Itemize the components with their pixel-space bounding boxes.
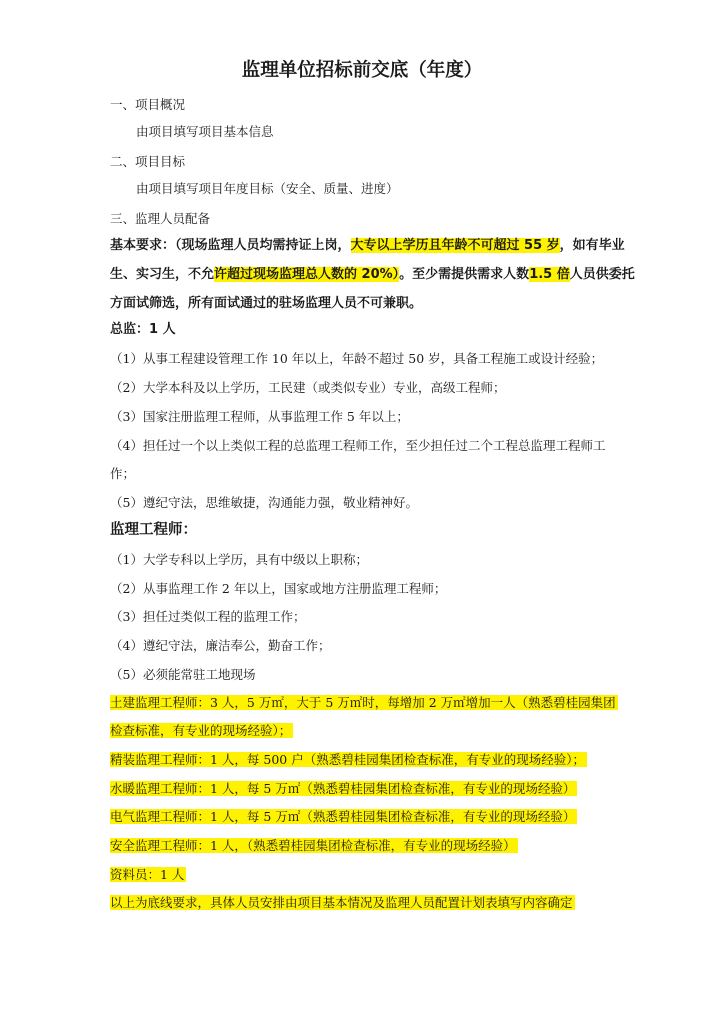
staffing-plumbing: 水暖监理工程师：1 人，每 5 万㎡（熟悉碧桂园集团检查标准，有专业的现场经验） <box>110 781 576 796</box>
basic-req-line-1 <box>110 236 625 256</box>
staffing-decoration: 精装监理工程师：1 人，每 500 户（熟悉碧桂园集团检查标准，有专业的现场经验）； <box>110 752 585 767</box>
engineer-item: （5）必须能常驻工地现场 <box>110 667 256 682</box>
staffing-line <box>110 866 186 884</box>
staffing-civil: 土建监理工程师：3 人，5 万㎡，大于 5 万㎡时，每增加 2 万㎡增加一人（熟悉碧桂园集团 <box>110 695 616 710</box>
document-title: 监理单位招标前交底（年度） <box>241 60 483 81</box>
staffing-line <box>110 808 577 826</box>
basic-req-text: 生、实习生，不允 <box>110 267 215 282</box>
chief-item: （3）国家注册监理工程师，从事监理工作 5 年以上； <box>110 409 409 424</box>
chief-item: 作； <box>110 466 136 481</box>
engineer-item: （2）从事监理工作 2 年以上，国家或地方注册监理工程师； <box>110 581 447 596</box>
section-2-body: 由项目填写项目年度目标（安全、质量、进度） <box>136 181 399 196</box>
chief-item: （1）从事工程建设管理工作 10 年以上，年龄不超过 50 岁，具备工程施工或设计经验； <box>110 351 604 366</box>
chief-item: （5）遵纪守法，思维敏捷，沟通能力强，敬业精神好。 <box>110 495 418 510</box>
basic-req-text: 。至少需提供需求人数 <box>399 267 530 282</box>
staffing-civil-cont: 检查标准，有专业的现场经验）； <box>110 723 292 738</box>
staffing-records: 资料员：1 人 <box>110 867 185 882</box>
staffing-line <box>110 751 587 769</box>
section-1-heading: 一、项目概况 <box>110 97 186 112</box>
engineer-heading: 监理工程师： <box>110 522 197 538</box>
staffing-line <box>110 722 293 740</box>
highlight-intern-limit: 许超过现场监理总人数的 20%） <box>214 267 400 282</box>
basic-req-text: ，如有毕业 <box>559 238 625 253</box>
staffing-safety: 安全监理工程师：1 人，（熟悉碧桂园集团检查标准，有专业的现场经验） <box>110 838 516 853</box>
staffing-line <box>110 837 518 855</box>
highlight-age-limit: 大专以上学历且年龄不可超过 55 岁 <box>350 238 560 253</box>
section-1-body: 由项目填写项目基本信息 <box>136 124 274 139</box>
basic-req-text: 人员供委托 <box>569 267 635 282</box>
section-2-heading: 二、项目目标 <box>110 154 186 169</box>
basic-req-line-3: 方面试筛选，所有面试通过的驻场监理人员不可兼职。 <box>110 296 423 311</box>
engineer-item: （3）担任过类似工程的监理工作； <box>110 609 306 624</box>
chief-item: （4）担任过一个以上类似工程的总监理工程师工作，至少担任过二个工程总监理工程师工 <box>110 438 606 453</box>
chief-item: （2）大学本科及以上学历，工民建（或类似专业）专业，高级工程师； <box>110 380 506 395</box>
staffing-line <box>110 780 577 798</box>
engineer-item: （1）大学专科以上学历，具有中级以上职称； <box>110 552 368 567</box>
engineer-item: （4）遵纪守法，廉洁奉公，勤奋工作； <box>110 638 331 653</box>
basic-req-text: 基本要求：（现场监理人员均需持证上岗， <box>110 238 351 253</box>
highlight-multiplier: 1.5 倍 <box>529 267 570 282</box>
basic-req-line-2 <box>110 265 635 285</box>
staffing-line <box>110 694 618 712</box>
staffing-line <box>110 894 575 912</box>
chief-heading: 总监：1 人 <box>110 322 176 337</box>
staffing-note: 以上为底线要求，具体人员安排由项目基本情况及监理人员配置计划表填写内容确定 <box>110 895 573 910</box>
section-3-heading: 三、监理人员配备 <box>110 211 211 226</box>
staffing-electrical: 电气监理工程师：1 人，每 5 万㎡（熟悉碧桂园集团检查标准，有专业的现场经验） <box>110 809 576 824</box>
